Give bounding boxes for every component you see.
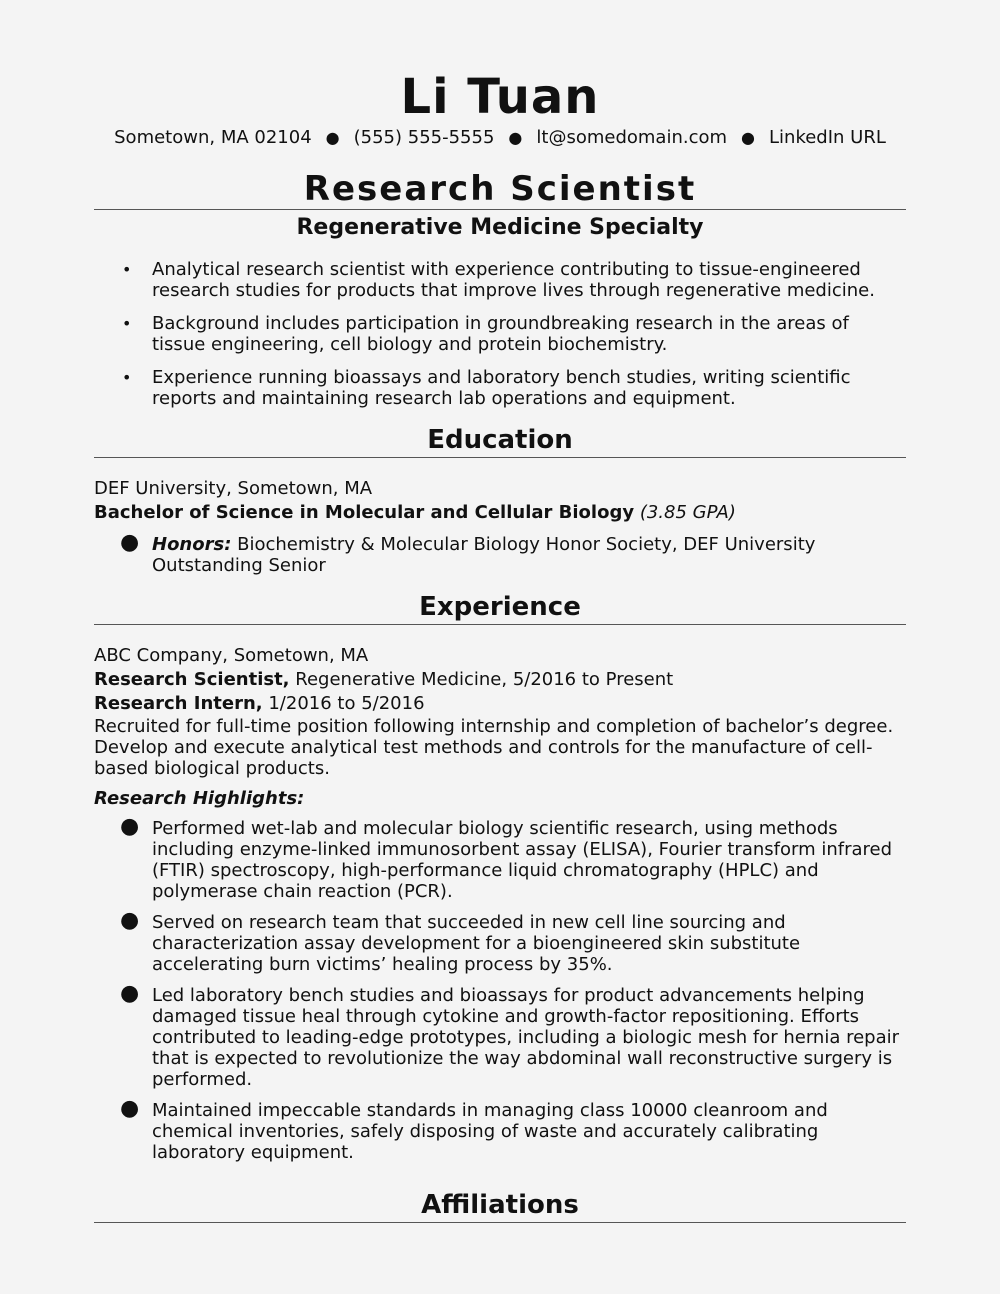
honors-item: [94, 530, 906, 576]
highlight-item: ● Performed wet-lab and molecular biology scientific research, using methods including enzyme-linked immunosorbent assay (ELISA), Fourier transform infrared (FTIR) spectroscopy, high-performance liquid chromatography (HPLC) and polymerase chain reaction (PCR).: [120, 814, 893, 902]
company: ABC Company, Sometown, MA: [94, 645, 369, 666]
address: Sometown, MA 02104: [114, 127, 312, 148]
highlight-item: ● Maintained impeccable standards in managing class 10000 cleanroom and chemical inventories, safely disposing of waste and accurately calibrating laboratory equipment.: [120, 1096, 828, 1163]
gpa: (3.85 GPA): [639, 502, 736, 523]
degree: Bachelor of Science in Molecular and Cellular Biology: [94, 502, 635, 523]
degree-line: [94, 501, 906, 525]
bullet-icon: ●: [120, 1096, 140, 1121]
experience-heading: Experience: [419, 592, 581, 622]
bullet-separator: ●: [325, 128, 340, 147]
bullet-separator: ●: [508, 128, 523, 147]
role-title: Research Intern,: [94, 693, 263, 714]
summary-item: • Experience running bioassays and laboratory bench studies, writing scientific reports and maintaining research lab operations and equipment.: [122, 367, 851, 409]
contact-line: [0, 126, 1000, 150]
summary-item: • Analytical research scientist with experience contributing to tissue-engineered research studies for products that improve lives through regenerative medicine.: [122, 259, 875, 301]
education-heading: Education: [427, 425, 573, 455]
phone: (555) 555-5555: [353, 127, 495, 148]
bullet-icon: ●: [120, 908, 140, 933]
job-title: Research Scientist: [303, 169, 697, 209]
bullet-icon: •: [122, 314, 132, 333]
honors-label: Honors:: [152, 534, 232, 555]
role-line: [94, 692, 906, 716]
bullet-icon: •: [122, 260, 132, 279]
bullet-separator: ●: [741, 128, 755, 147]
role-detail: Regenerative Medicine, 5/2016 to Present: [295, 669, 674, 690]
bullet-icon: ●: [120, 530, 140, 555]
education-section: [94, 477, 906, 576]
candidate-name: Li Tuan: [400, 69, 600, 125]
school: DEF University, Sometown, MA: [94, 478, 373, 499]
summary-section: [94, 259, 906, 409]
role-line: [94, 668, 906, 692]
role-description: Recruited for full-time position following internship and completion of bachelor’s degree. Develop and execute analytical test methods and controls for the manufacture of cell-based biological products.: [94, 716, 894, 779]
bullet-icon: ●: [120, 981, 140, 1006]
bullet-icon: •: [122, 368, 132, 387]
highlights-label: Research Highlights:: [94, 788, 305, 809]
honors-text: Biochemistry & Molecular Biology Honor Society, DEF University Outstanding Senior: [152, 534, 816, 576]
bullet-icon: ●: [120, 814, 140, 839]
highlight-item: ● Served on research team that succeeded in new cell line sourcing and characterization assay development for a bioengineered skin substitute accelerating burn victims’ healing process by 35%.: [120, 908, 801, 975]
experience-section: [94, 644, 906, 1163]
highlight-item: ● Led laboratory bench studies and bioassays for product advancements helping damaged tissue heal through cytokine and growth-factor repositioning. Efforts contributed to leading-edge prototypes, including a biologic mesh for hernia repair that is expected to revolutionize the way abdominal wall reconstructive surgery is performed.: [120, 981, 900, 1090]
role-detail: 1/2016 to 5/2016: [268, 693, 425, 714]
affiliations-heading: Affiliations: [421, 1190, 579, 1220]
divider: [94, 209, 906, 210]
divider: [94, 1222, 906, 1223]
divider: [94, 624, 906, 625]
role-title: Research Scientist,: [94, 669, 290, 690]
linkedin-url: LinkedIn URL: [769, 127, 886, 148]
email: lt@somedomain.com: [536, 127, 728, 148]
divider: [94, 457, 906, 458]
summary-item: • Background includes participation in groundbreaking research in the areas of tissue engineering, cell biology and protein biochemistry.: [122, 313, 849, 355]
specialty-subtitle: Regenerative Medicine Specialty: [296, 215, 704, 240]
